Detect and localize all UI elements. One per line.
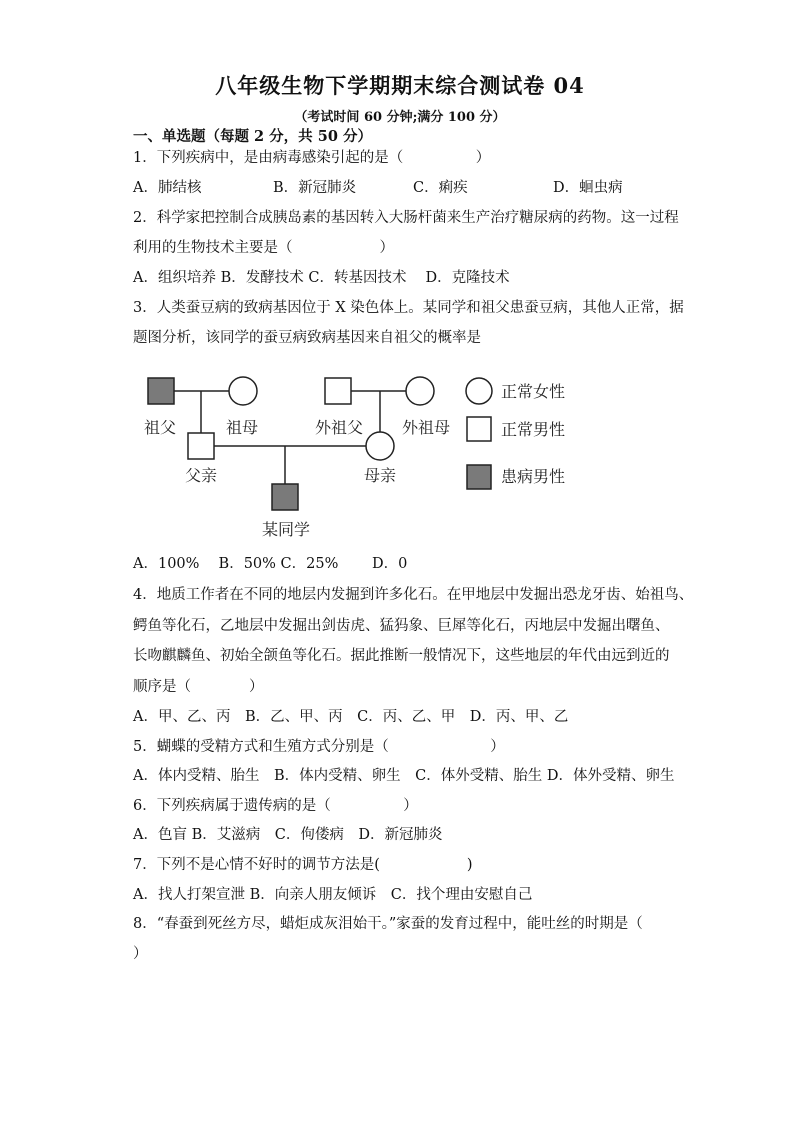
question-4-text-line-1: 4．地质工作者在不同的地层内发掘到许多化石。在甲地层中发掘出恐龙牙齿、始祖鸟、 [133,587,694,603]
legend-affected-male-symbol [467,465,491,489]
question-7-options: A．找人打架宣泄 B．向亲人朋友倾诉 C．找个理由安慰自己 [133,887,533,903]
page-subtitle: （考试时间 60 分钟;满分 100 分） [294,110,506,125]
question-5-options: A．体内受精、胎生 B．体内受精、卵生 C．体外受精、胎生 D．体外受精、卵生 [133,768,675,784]
question-2-text-line-1: 2．科学家把控制合成胰岛素的基因转入大肠杆菌来生产治疗糖尿病的药物。这一过程 [133,210,679,226]
grandmother-label: 祖母 [226,418,259,437]
question-1-option-b: B．新冠肺炎 [273,180,357,196]
grandfather-label: 祖父 [144,418,177,437]
question-8-text-line-2: ） [133,946,148,962]
father-label: 父亲 [185,466,218,485]
question-1-option-c: C．痢疾 [413,180,468,196]
mother-female-symbol [366,432,394,460]
question-2-options: A．组织培养 B．发酵技术 C．转基因技术 D．克隆技术 [133,270,510,286]
student-label: 某同学 [262,520,311,539]
question-2-text-line-2: 利用的生物技术主要是（ ） [133,240,394,256]
question-3-text-line-2: 题图分析，该同学的蚕豆病致病基因来自祖父的概率是 [133,330,481,346]
question-6-text: 6．下列疾病属于遗传病的是（ ） [133,798,418,814]
maternal-grandmother-female-symbol [406,377,434,405]
question-7-text: 7．下列不是心情不好时的调节方法是( ) [133,857,473,873]
question-6-options: A．色盲 B．艾滋病 C．佝偻病 D．新冠肺炎 [133,827,443,843]
question-5-text: 5．蝴蝶的受精方式和生殖方式分别是（ ） [133,739,505,755]
legend-normal-female-label: 正常女性 [501,382,566,401]
question-1-option-d: D．蛔虫病 [553,180,623,196]
legend-normal-female-symbol [466,378,492,404]
maternal-grandmother-label: 外祖母 [402,418,451,437]
question-8-text-line-1: 8．“春蚕到死丝方尽，蜡炬成灰泪始干。”家蚕的发育过程中，能吐丝的时期是（ [133,916,643,932]
page-title: 八年级生物下学期期末综合测试卷 04 [215,73,585,98]
section-heading: 一、单选题（每题 2 分，共 50 分） [133,128,372,145]
question-3-options: A．100% B．50% C．25% D．0 [133,556,408,572]
maternal-grandfather-label: 外祖父 [315,418,364,437]
question-3-text-line-1: 3．人类蚕豆病的致病基因位于 X 染色体上。某同学和祖父患蚕豆病，其他人正常，据 [133,300,684,316]
student-affected-male-symbol [272,484,298,510]
question-4-options: A．甲、乙、丙 B．乙、甲、丙 C．丙、乙、甲 D．丙、甲、乙 [133,709,569,725]
question-4-text-line-3: 长吻麒麟鱼、初始全颌鱼等化石。据此推断一般情况下，这些地层的年代由远到近的 [133,648,670,664]
question-1-text: 1．下列疾病中，是由病毒感染引起的是（ ） [133,150,491,166]
maternal-grandfather-male-symbol [325,378,351,404]
pedigree-chart [140,360,600,550]
grandmother-female-symbol [229,377,257,405]
question-4-text-line-4: 顺序是（ ） [133,679,264,695]
mother-label: 母亲 [364,466,397,485]
father-male-symbol [188,433,214,459]
legend-normal-male-symbol [467,417,491,441]
legend-affected-male-label: 患病男性 [501,467,566,486]
legend-normal-male-label: 正常男性 [501,420,566,439]
question-1-option-a: A．肺结核 [133,180,202,196]
grandfather-affected-male-symbol [148,378,174,404]
question-4-text-line-2: 鳄鱼等化石，乙地层中发掘出剑齿虎、猛犸象、巨犀等化石，丙地层中发掘出曙鱼、 [133,618,670,634]
